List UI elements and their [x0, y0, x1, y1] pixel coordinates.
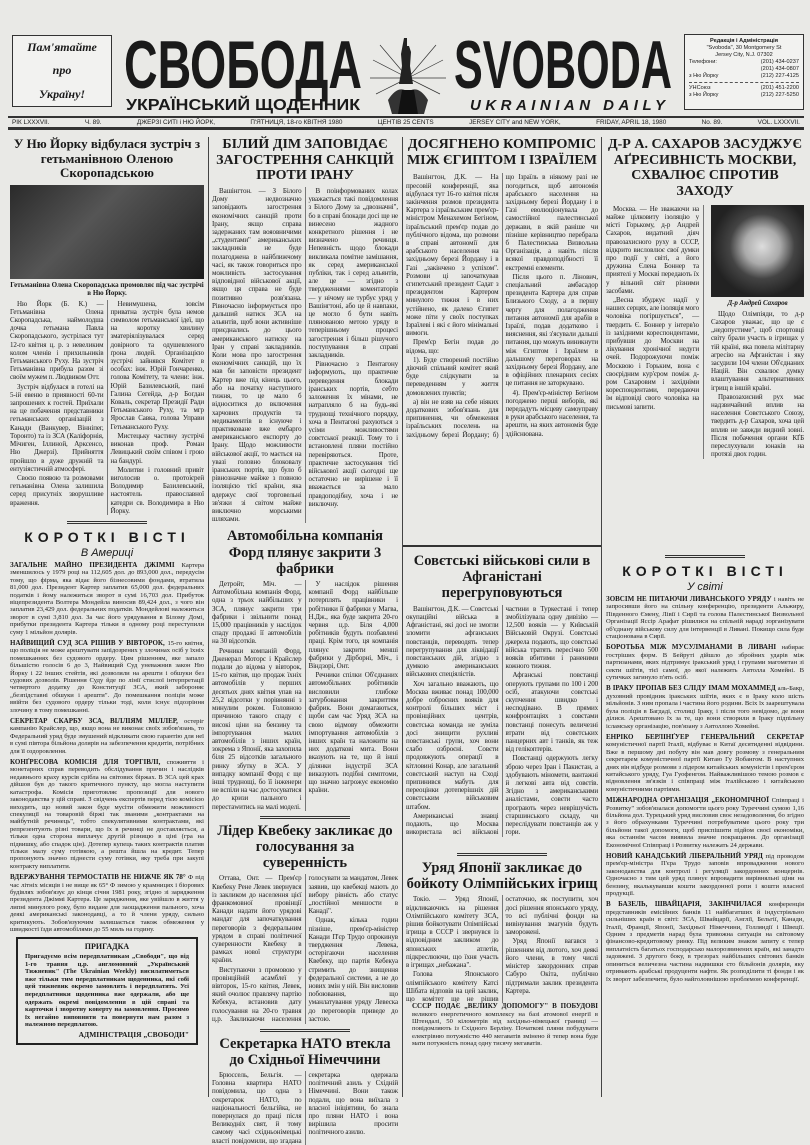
paragraph: „Весна збуджує надії у наших серцях, але ізоляція мого чоловіка погіршується", — твердить Є. Боннер у інтерв'ю із західними кореспондентами, прибувши до Москви на лікування хронічної недуги очей. Подорожуючи поміж Москвою і Горьким, вона є своєрідним кур'єром поміж д-ром Сахаровим і західніми кореспондентами, передаючи їм відповіді свого чоловіка на письмові запити. — [606, 295, 699, 411]
remember-ukraine-box — [12, 35, 112, 107]
paragraph: Брюссель, Бельгія. — Головна квартира НАТО повідомила, що одна з секретарок НАТО, по національності бельгійка, не повернулася до праці після Великодніх свят, й тому самому часі східньонімецькі власті повідомили, що згадана секретарка одержала політичний азиль у Східній Німеччині. Вони також подали, що вона виїхала з власної ініціятиви, бо знала про пляни НАТО і вона вирішила просити політичного азилю. — [212, 1071, 398, 1145]
phone-number: (212) 227-5250 — [760, 92, 799, 98]
paragraph: Правозахисний рух має надзвичайний вплив на населення Совєтського Союзу, твердить д-р Сахаров, хоча цей вплив не завжди видний зовні. Після побачення органи КҐБ переслухували юнаків на протязі двох годин. — [711, 392, 804, 459]
phone-label: з Ню Йорку — [689, 92, 719, 98]
article-egypt-israel — [406, 137, 598, 541]
article-quebec — [212, 816, 398, 1024]
article-iran — [212, 137, 398, 523]
paragraph: Зустріч відбулася в готелі на 5-ій евеню в приявності 60-ти запрошених к гостей. Приїхали на це побачення представники гетьманських організацій з Канади (Ванкувер, Вінніпег, Торонто) та із ЗСА (Каліфорнія, Мічиген, Іллиной, Арксенсо, Ню Джерзі). Прийняття пройшло в дуже дружній та ентузіястичній атмосфері. — [10, 382, 104, 473]
place-en: JERSEY CITY and NEW YORK, — [469, 119, 561, 126]
volume-en: VOL. LXXXVII. — [757, 119, 800, 126]
phone-number: (201) 434-0237 — [760, 59, 799, 65]
paragraph: Після цього п. Лінович, спеціальний амбасадор президента Картера для справ Близького Сходу, а в першу чергу для полагодження питання автономії для арабів в Ізраїлі, подав додатково і вияснення, які з'ясували дальші питання, що можуть виникнути між Єгиптом і Ізраїлем в дальшому переговорах на західньому березі Йордану, але в офіційних пленарних сесіях це питання не заторкувано. — [505, 272, 598, 388]
paragraph: Речники компаній Форд, Дженерал Моторс і Крайслер подали до відома у вівторок, 15-го квітня, що продаж їхніх автомобілів у перших десятьох днях квітня упав на 25,2 відсотки у порівнянні з минулим роком. Головною причиною такого спаду є високі ціни на бензину та імпортування малих автомобілів з інших країн, зокрема з Японії, яка захопила біля 25 відсотків загального ринку збутку в ЗСА. У випадку компанії Форд є ще інші труднощі, бо її інженери не вспіли на час достосуватися до кризи пального і перестawитись на малі моделі. — [212, 646, 302, 811]
short-news-america — [10, 521, 204, 934]
notice-text: Пригадуємо всім передплатникам „Свободи", що від 1-го травня ц.р. англомовний „Український Тижневик" (The Ukrainian Weekly) висилатиметься вже тільки тим передплатникам щоденника, які собі цей тижневик окремо замовлять і передплатять. Усі передплатники щоденника вже одержали, або ще одержать окремі повідомлення в цій справі та карточки і зворотну коверту на замовлення. Просимо їх негайно виповнити та повернути нам разом з належною передплатою. — [25, 953, 189, 1029]
news-item: СЕКРЕТАР СКАРБУ ЗСА, ВІЛЛІЯМ МІЛЛЕР, остеріг кампанію Крайслер, що, якщо вона не виконає своїх зобов'язань, то Федеральний уряд буде змушений відкликати свою гарантію для неї в сумі півтора більйона долярів на забезпечення кредитів, потрібних для її оздоровлення. — [10, 717, 204, 755]
office-address: Jersey City, N.J. 07302 — [715, 52, 773, 58]
reminder-line: Пам'ятайте — [27, 40, 97, 55]
short-news-world — [606, 555, 804, 983]
section-subheading: В Америці — [80, 546, 134, 559]
office-heading: Редакція і Адміністрація — [710, 38, 778, 44]
paragraph: Афганські повстанці оперують групами по 100 і 200 осіб, атакуючи совєтські скупчення швидко і несподівано. В прямих конфронтаціях з совєтами повстанці понесуть величезні втрати від совєтських панцерних авт і танків, як теж від гелікоптерів. — [505, 671, 598, 754]
headline: Секретарка НАТО втекла до Східньої Німеччини — [219, 1035, 391, 1068]
news-item: КОНҐРЕСОВА КОМІСІЯ ДЛЯ ТОРГІВЛІ, споживття і монетарних справ переводить обслідування причин і наслідків недавнього краху курсів срібла на світових біржах. В ЗСА цей крах дійшов був до такого критичного пункту, що могла наступити катастрофа. Комісія приготовляє пропозиції для нового законодавства у цій справі. З свідчень експертів перед тією комісією виходить, що новий закон буде мусіти обмежити можливості спекуляції на товаровій біржі так званими „контрактами на майбутній речинець", тобто спекулятивними контрактами, які репрезентують різні товари, що їх в речинці не доставляється, а тільки одна сторона виплачує другій різницю в ціні (гра на підвишку, або спадок цін). Дотепер купець таких контрактів платив тільки малу суму готівкою, а решта йшла на кредит. Тепер пропонують значно піднести суму готівки, яку треба при закупі контракту виплатити. — [10, 758, 205, 870]
paragraph: Речники спілки Об'єднаних автомобільних робітників висловили глибоке затурбовання закриттям фабрик. Вони домагаються, щоби сам час Уряд ЗСА на свою відмову обмежити імпортування автомобілів з інших країн та наложити на них додаткові мита. Вони вказують на те, що й інші ділянки індустрії ЗСА виказують подібні симптоми, що значно загрожує економію країни. — [308, 671, 398, 795]
phone-number: (201) 451-2200 — [760, 85, 799, 91]
column-4 — [606, 137, 804, 987]
paragraph: Американські знавці подають, що Москва використала всі військові частини в Туркестані і тепер змобілізувала одну дивізію — 12,500 вояків — у Київській Військовій Окрузі. Совєтські джерела подають, що совєтські війська тратять пересічно 500 вояків вбитими і раненими кожного тижня. — [406, 604, 598, 837]
paragraph: Своєю появою та розмовами гетьманівна Олена залишила серед присутніх зворушливе враження. — [10, 473, 104, 507]
article-japan — [406, 853, 598, 1003]
paragraph: Голова Японського олімпійського комітету Катсі Шібата відповів на цей заклик, що комітет ще не рішив остаточно, як поступити, хоч досі рішення японського уряду, то всі публічні фонди на вивінування змагунів будуть заморожені. — [406, 895, 598, 1003]
news-item: В БАЗЕЛЬ, ШВАЙЦАРІЯ, ЗАКІНЧИЛАСЯ конференція представників емісійних банків 11 найбагатших й індустріяльно сильніших країн в світі: ЗСА, Швайцарії, Англії, Бельгії, Канади, Італії, Франції, Японії, Західньої Німеччини, Голляндії і Швеції. Одним з предметів нарад була тривожна ситуація на світовому фінансово-кредитовому ринку. Під великим знаком запиту є тепер виплатність багатьох господарсько малорозвинених країн, які занадто задовжені. З другого боку, в трезорах найбільших світових банків опиниться величезна частина надвишки сто більйонів долярів, яку отримають арабські продуценти нафти. Як розподілити ті фонди і як їх зворот забезпечити, було найголовнішою проблемою конференції. — [606, 900, 804, 983]
paragraph: Мистецьку частину зустрічі виконав проф. Роман Левицький своїм співом і грою на бандурі. — [110, 431, 204, 465]
photo-sakharov — [711, 205, 804, 297]
date-en: FRIDAY, APRIL 18, 1980 — [596, 119, 667, 126]
paragraph: Москва. — Не зважаючи на майже цілковиту ізоляцію у місті Горькому, д-р Андрей Сахаров, видатний діяч правозахисного руху в СССР, відкрито висловлює свої думки про події у світі, а його дружина Єлена Боннер та приятелі у Москві передають їх у вільний світ різними засобами. — [606, 204, 699, 295]
headline: Лідер Квебеку закликає до голосування за суверенність — [217, 822, 393, 872]
paragraph: Хоч загально вважають, що Москва вживає понад 100,000 добре озброєних вояків для контролі більших міст і провінційних центрів, совєтська команда не зуміла досі знищити рухливі повстанські групи, хоч вони слабо озброєні. Совєти продовжують операції в кітловині Конар, але загальний совєтський наступ на Сході припинився мабуть для переоцінки дотеперішніх дій совєтським військовим штабом. — [406, 679, 499, 811]
paragraph: 4). Прем'єр-міністер Бегіном погоджено перші виборів, які передадуть місцеву самоуправу в руки арабського населення, та арешти, на яких автономія буде здійснювана. — [505, 388, 598, 438]
photo-skoropadska — [10, 185, 204, 279]
notice-title: ПРИГАДКА — [84, 942, 130, 952]
paragraph: Прем'єр Бегін подав до відома, що: — [406, 338, 499, 355]
headline: ДОСЯГНЕНО КОМПРОМІС МІЖ ЄГИПТОМ І ІЗРАЇЛЕМ — [406, 137, 598, 168]
article-afghanistan — [406, 553, 598, 853]
section-divider — [403, 545, 601, 547]
price: ЦЕНТІВ 25 CENTS — [377, 119, 434, 126]
paragraph: Молитви і головний привіт виголосив о. протоієрей Володимир Базилевський, настоятель православної катедри св. Володимира в Ню Йорку. — [110, 465, 204, 515]
column-3 — [406, 137, 598, 1052]
news-item: ЗАГАЛЬНЕ МАЙНО ПРЕЗИДЕНТА ДЖІММІ Картера зменшилось у 1979 році на 112,605 дол. до 893,000 дол., передусім тому, що фірма, яка відає його бізнесовими фондами, втратила 81,000 дол. Президент Картер заплатив 65,000 дол. федеральних податків і йому належиться зворот в сумі 16,703 дол. Прибуток віцепрезидента Волтера Мондейла виносив 89,424 дол., з чого він заплатив 23,429 дол. федеральних податків. Мондейлові належиться зворот в сумі 3,810 дол. За час його урядування в Білому Домі, прибутки президента Картера тільки в одному році переступили суму 1 мільйон долярів. — [10, 560, 204, 636]
article-ford — [212, 528, 398, 810]
masthead-title-ua: СВОБОДА — [124, 28, 362, 103]
office-info-box — [684, 34, 804, 110]
paragraph: Рівночасно з Пентагону інформують, що практичне переведення блокади іранських портів, себто заложення їх мінами, не натрапляло б на будь-які труднощі технічного порядку, хоча в Пентагоні рахуються з усіми можливостями совєтської реакції. Тому то і встановлені пляни постійно перевіряються. Проте, практичне застосування тієї військової акції сьогодні ще остаточно не вирішене і її вважається за мало правдоподібну, хоча і не виключну. — [308, 360, 398, 508]
masthead-title-en: SVOBODA — [454, 28, 672, 103]
section-heading: КОРОТКІ ВІСТІ — [24, 528, 190, 545]
paragraph: Однак, кілька годин пізніше, прем'єр-міністер Канади П'єр Трудо опрокинув твердження Левека, остерігаючи населення Квебеку, що партія Кебекуа стримить до знищення федеральної системи, а не до нових змін у ній. Він висловив побоювання, що уманлатування уряду Левеска до переговорів приведе до застою. — [308, 916, 398, 1023]
paragraph: Оттава, Онт. — Прем'єр Квебеку Рене Левек звернувся із закликом до населення цієї франкомовної провінції Канади надати його урядові мандат для започаткування переговорів з федеральним урядом в справі політичної суверенности Квебеку в рамках нової структури країни. — [212, 874, 302, 965]
headline: Уряд Японії закликає до бойкоту Олімпійських ігрищ — [406, 860, 598, 893]
news-item: В ІРАКУ ПРОПАВ БЕЗ СЛІДУ ІМАМ МОХАММЕД аль-Бакр, духовний провідник іракських шіїтів, яких є в Іраку коло шість мільйонів. З ним пропала і частина його родини. Всіх їх заарештувала була поліція в Багдаді, столиці Іраку, і після того невідомо, де вони ділися. Арештовано їх за те, що вони створили в Іраку підпільну ісламську організацію, пов'язану з Аятоллою Хомейні. — [606, 684, 804, 730]
phone-label: УНСоюз — [689, 85, 711, 91]
issue-number-ua: Ч. 89. — [84, 119, 102, 126]
news-item: НАЙВИЩИЙ СУД ЗСА РІШИВ У ВІВТОРОК, 15-го квітня, що поліція не може арештувати запідозрених у злочинах осіб у їхніх помешканнях без судового ордеру. Цим рішенням, яке запало більшістю голосів 6 до 3, Найвищий Суд уневажнив закон Ню Йорку і 22 інших стейтів, які дозволяли на арешти і обшуки без судових дозволів. Рішення Суду йде по лінії стислої інтерпретації четвертого додатку до Конституції ЗСА, який забороняє „безпідставні обшуки і арешти". До помешкання поліція може ввійти без судового ордеру тільки тоді, коли існує підозріння злочину в тому помешканні. — [10, 638, 204, 714]
news-item: ВДЕРЖУВАННЯ ТЕРМОСТАТІВ НЕ НИЖЧЕ ЯК 78° Ф під час літніх місяців і не вище як 65° Ф зимою у крамницях і біорових будівлях зобов'язує до кінця січня 1981 року, згідно зі зарядження президента Джіммі Картера. Це зарядження, яке увійшло в життя у липні минулого року, було видане для заощадження пального, хоча деякі американські законодавці, а то й члени уряду, сильно критикують. Зобов'язуючим залишається також обмеження у швидкості їзди автомобілями до 55 миль на годину. — [10, 873, 204, 934]
notice-signature: АДМІНІСТРАЦІЯ „СВОБОДИ" — [78, 1029, 189, 1039]
column-divider — [208, 137, 209, 1097]
photo-caption: Д-р Андрей Сахаров — [727, 298, 788, 307]
paragraph: Вашінгтон. — З Білого Дому недвозначно заповідають загострення економічних санкцій проти Ірану, якщо справа задержаних там вояовничими „студентами" американських закладників не буде полагоджена в найближчому часі, як також говориться про можливість застосування відповідної військової акції, якщо ця справа не буде позитивно розв'язана. Рівночасно інформується про дальший натиск ЗСА на альянтів, щоб вони активніше приєднались до цього американського натиску на Іран у справі закладників. Коли мова про загострення економічних санкцій, що їх мав би заповісти президент Картер вже під кінець цього, або на початку наступного тижня, то це мало б відноситися до включення харчових продуктів та медикаментів в існуюче і практиковане вже ембарго американського експорту до Ірану. Щодо можливости військової акції, то мається на увазі головно блоковалу іранських портів, що було б рівнозначне майже з повною ізоляцією тієї країни, яка вдержує свої торговельні зв'язки зі світом майже виключно морськими шляхами. — [212, 187, 302, 524]
masthead-subtitle-en: UKRAINIAN DAILY — [470, 97, 665, 114]
news-item: ЕНРІКО БЕРЛІНҐУЕР ГЕНЕРАЛЬНИЙ СЕКРЕТАР комуністичної партії Італії, відбуває в Китаї десятиденні відвідини. Вже в першому дні побуту він мав довгу розмову з генеральним секретарем комуністичної партії Китаю Гу Яобангом. В наступних днях він відбуде розмови з лідером китайських комуністів і прем'єром китайського уряду, Гуа Гуофенгом. Найважливішою темою розмов є відновлення зв'язків і співпраці між італійською і китайською комуністичними партіями. — [606, 732, 804, 793]
news-item: ЗОВСІМ НЕ ПИТАЮЧИ ЛИВАНСЬКОГО УРЯДУ і навіть не запросивши його на спільну конференцію, президенти Альжиру, Південного Ємену, Лівії і Сирії та голова Палестинської Визвольної Організації Яссір Арафат рішилися на спільній нараді зорганізувати об'єднану військову силу для інтервенції в Ливані. Покищо сила буде стаціонована в Сирії. — [606, 595, 805, 641]
paragraph: Детройт, Міч. — Автомобільна компанія Форд, одна з трьох найбільших у ЗСА, плянує закрити три фабрики і звільнити понад 15,000 працівників у наслідок спаду продажі її автомобілів на 30 відсотків. — [212, 580, 302, 646]
paragraph: 1). Буде створений постійно діючий спільний комітет який буде слідкувати за переведенням у життя домовлених пунктів; — [406, 355, 499, 397]
headline: БІЛИЙ ДІМ ЗАПОВІДАЄ ЗАГОСТРЕННЯ САНКЦІЙ ПРОТИ ІРАНУ — [216, 137, 394, 184]
paragraph: Виступаючи з промовою у провінційній асамблеї у вівторок, 15-го квітня, Левек, який очолює правлячу партію Кебекуа, встановив дату голосування на 20-го травня ц.р. Закликаючи населення голосувати за мандатом, Левек заявив, що квебекці мають до вибору рівність або статус „постійної меншости в Канаді". — [212, 874, 398, 1023]
place-ua: ДЖЕРЗІ СИТІ і НЮ ЙОРК, — [136, 119, 215, 126]
masthead-subtitle-ua: УКРАЇНСЬКИЙ ЩОДЕННИК — [126, 97, 338, 114]
news-item: БОРОТЬБА МІЖ МУСУЛМАНАМИ В ЛИВАНІ набирає гостріших форм. В Бейруті дійшло до збройних ударів між партизанами, яких підтримує іракський уряд і групами магометан зі секти шіїтів, тієї самої, до якої належить Аятолла Хомейні. В сутичках загинуло п'ять осіб. — [606, 643, 804, 682]
paragraph: В поінформованих колах уважається такі повідомлення з Білого Дому за „двозначні", бо в справі блокади досі ще не винесено жадного конкретного рішення і не визначено речинця. Непевність щодо блокади викликала помітне замішання, як серед американської публіки, так і серед альянтів, але це — згідно з твердженнями коментаторів — у нічому не турбує уряд у Вашінгтоні, або це й навпаки, це могло б бути навіть плянованою метою уряду в теперішньому процесі загострення і більш рішучого поступування в справі закладників. — [308, 187, 398, 360]
paragraph: Ню Йорк (Б. К.) — Гетьманівна Олена Скоропадська, наймолодша дочка гетьмана Павла Скоропадського, зустрілася тут 12-го квітня ц. р. з невеликим колом членів і прихильників Гетьманського Руху. На зустріч Гетьманівна прибула разом зі своїм мужем п. Людвиком Отт. — [10, 299, 104, 382]
news-item: МІЖНАРОДНА ОРГАНІЗАЦІЯ „ЕКОНОМІЧНОЇ Співпраці і Розвитку" зобов'язалася допомогти цього року Туреччині сумою 1,16 більйона дол. Турецький уряд висловив своє незадоволення, бо згідно з його обрахунками Туреччині потребуватиме цього року три більйони такої допомоги, щоб приспішити підйом своєї економіки, яка останнім часом виявила значне покращання. До організації Економічної Співпраці і Розвитку належать 24 держави. — [606, 796, 804, 849]
paragraph: Токіо. — Уряд Японії, відкликаючись на рішення Олімпійського комітету ЗСА, рішив бойкотувати Олімпійські ігрища в СССР і звернувся із відповідним закликом до японських атлетів, підкреслюючи, що їхня участь в ігрищах „небажана". — [406, 895, 499, 970]
section-subheading: У світі — [687, 581, 723, 593]
date-ua: П'ЯТНИЦЯ, 18-го КВІТНЯ 1980 — [250, 119, 343, 126]
paragraph: Щодо Олімпіяди, то д-р Сахаров уважає, що це є „недопустиме", щоб спортовці світу брали участь в ігрищах у тій країні, яка повела мілітарну агресію на Афганістан і яку засудили 104 члени Об'єднаних Націй. Він схвалює думку влаштування альтернативних ігрищ в іншій країні. — [711, 309, 804, 392]
paragraph: Вашінгтон, Д.К. — На пресовій конференції, яка відбулася тут 16-го квітня після закінчення розмов президента Картера з ізраїльським прем'єр-міністром Менахемом Бегіном, ізраїльський прем'єр подав до публічного відома, що розмови в справі автономії для арабського населення на західньому березі Йордану і в Газі „закінчено з успіхом". Розмови ці започаткував єгипетський президент Садат з президентом Картером минулого тижня і в них устійнено, як далеко Єгипет може піти у своїх поступках Ізраїлеві і які є його мінімальні вимоги. — [406, 173, 499, 338]
article-sakharov — [606, 137, 804, 555]
office-address: "Svoboda", 30 Montgomery St — [706, 45, 782, 51]
news-item: НОВИЙ КАНАДСЬКИЙ ЛІБЕРАЛЬНИЙ УРЯД під проводом прем'єр-міністра П'єра Трудо заповів впровадження нового законодавства для контролі і регуляції закордонних концернів. Одночасно з тим цей уряд плянує впровадити вирівняльні ціни на бензину, вкалькувавши кошти закордонної ропи і кошти власної продукції. — [606, 852, 804, 898]
article-nato — [212, 1029, 398, 1145]
reminder-line: Україну! — [38, 86, 86, 101]
article-skoropadska — [10, 137, 204, 515]
paragraph: У наслідок рішення компанії Форд найбільше потерплять працівники і робітники її фабрики у Магва, Н.Дж., яка буде закрита 20-го червня ц.р. Біля 4,000 робітників будуть позбавлені праці. Крім того, ця компанія плянує закрити менші фабрики у Дірборні, Міч., і Віндзорі, Онт. — [308, 580, 398, 671]
paragraph: Уряд Японії вагався з рішенням від лютого, хоч деякі його члени, в тому числі міністер закордонних справ Сабуро Окіта, публічно підтримали заклик президента Картера. — [505, 937, 598, 995]
phone-number: (212) 227-4125 — [760, 73, 799, 79]
column-divider — [402, 137, 403, 1097]
headline: Автомобільна компанія Форд плянує закрити 3 фабрики — [227, 528, 383, 577]
reminder-line: про — [52, 63, 72, 78]
column-2 — [212, 137, 398, 1145]
headline: Д-Р А. САХАРОВ ЗАСУДЖУЄ АҐРЕСИВНІСТЬ МОСКВИ, СХВАЛЮЄ СПРОТИВ ЗАХОДУ — [607, 137, 803, 200]
paragraph: Невимушена, зовсім приватна зустріч була немов символом гетьманської ідеї, що на коротку хвилину зматеріялізувалася серед довірного та одушевленого ґрона людей. Організацією зустрічі зайнявся Комітет в особах: інж. Юрій Гончаренко, голова Комітету, та члени: інж. Юрій Базилевський, пані Галина Сегейда, д-р Богдан Коваль, секретар Президії Ради Гетьманського Руху, та мгр Ярослав Савка, голова Управи Гетьманського Руху. — [110, 299, 204, 431]
section-heading: КОРОТКІ ВІСТІ — [622, 563, 788, 579]
year-volume-ua: РІК LXXXVII. — [12, 119, 50, 126]
phone-label: Телефони: — [689, 59, 717, 65]
news-item-ussr: СССР ПОДАЄ „ВЕЛИКУ ДОПОМОГУ" В ПОБУДОВІ великого енергетичного комплексу на базі атомової енергії в Штендалі, 50 кілометрів від західньо-німецької границі — повідомляють із Східного Берліну. Початкові пляни побудувати електрівню потужністю 440 мегаватів змінено й тепер вона буде мати потужність понад одну тисячу мегаватів. — [412, 1002, 598, 1048]
photo-caption: Гетьманівна Олена Скоропадська промовляє під час зустрічі в Ню Йорку. — [10, 280, 204, 297]
phone-label: з Ню Йорку — [689, 73, 719, 79]
issue-number-en: No. 89. — [701, 119, 723, 126]
paragraph: Повстанці одержують легку зброю через Іран і Пакистан, а здобувають міномети, вантажні й легкові авта від совєтів. Згідно з американськими аналістами, совєти часто програють через неврішучість старшинського складу, чи переслідувати повстанців аж у гори. — [505, 754, 598, 837]
liberty-emblem-icon — [368, 30, 448, 118]
dateline — [8, 116, 804, 130]
phone-number: (201) 434-0807 — [760, 66, 799, 72]
paragraph: Вашінгтон, Д.К. — Совєтські окупаційні війська в Афганістані, які досі не змогли зломити афганських повстанців, переводять тепер перегрупування для ліквідації повстанських дій, згідно з думкою американських військових спеціялістів. — [406, 604, 499, 679]
column-1 — [10, 137, 204, 1045]
masthead-title-ua-svg — [122, 28, 366, 114]
paragraph: а) він не взяв на себе ніяких додаткових зобов'язань для припинення, чи обмеження ізраїльських поселень на західньому березі Йордану; б) що Ізраїль в ніякому разі не погодиться, щоб автономія арабського населення на західньому березі Йордану і в Газі еволюціонувала до самостійної палестинської держави, в якій раніше чи пізніше керівництво перебрала б Палестинська Визвольна Організація, а навіть після всякої правдоподібності її екстремні елементи. — [406, 173, 598, 439]
column-divider — [601, 137, 602, 1097]
masthead-title-en-svg — [452, 28, 678, 114]
headline: У Ню Йорку відбулася зустріч з гетьманівною Оленою Скоропадською — [13, 136, 201, 181]
headline: Совєтські військові сили в Афганістані перегруповуються — [413, 553, 591, 602]
subscription-notice — [16, 937, 198, 1044]
